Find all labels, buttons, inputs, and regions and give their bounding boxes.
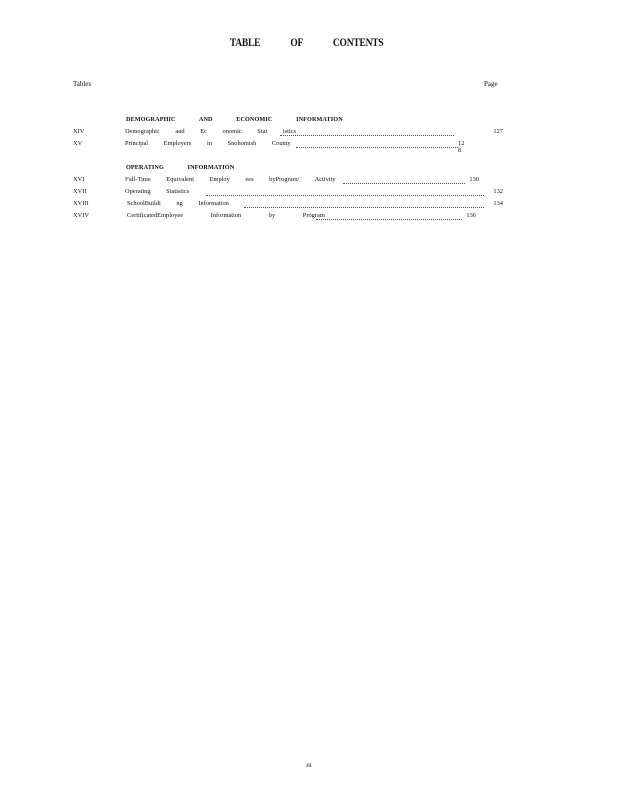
table-title: SchoolBuildi ng Information <box>127 200 229 207</box>
table-title: Demographic and Ec onomic Stat istics <box>125 128 296 135</box>
toc-entry <box>0 200 618 210</box>
toc-entry <box>0 176 618 186</box>
section-heading-demographic: DEMOGRAPHIC AND ECONOMIC INFORMATION <box>126 116 343 123</box>
tables-column-header: Tables <box>73 80 92 88</box>
page-number: 132 <box>493 188 503 195</box>
table-number: XV <box>73 140 83 147</box>
table-title: Principal Employers in Snohomish County <box>125 140 291 147</box>
table-title: Operating Statistics <box>125 188 190 195</box>
page-number: 134 <box>493 200 503 207</box>
table-number: XVII <box>73 188 87 195</box>
page-footer-number: iii <box>306 762 312 769</box>
page-number: 12 8 <box>458 140 465 154</box>
page-number: 127 <box>493 128 503 135</box>
dot-leader <box>296 144 458 148</box>
toc-entry <box>0 140 618 154</box>
dot-leader <box>244 204 484 208</box>
page-number: 130 <box>469 176 479 183</box>
table-title: CertificatedEmployee Information by Program <box>127 212 325 219</box>
table-number: XIV <box>73 128 85 135</box>
section-heading-operating: OPERATING INFORMATION <box>126 164 235 171</box>
table-number: XVI <box>73 176 85 183</box>
page-column-header: Page <box>484 80 498 88</box>
toc-title: TABLE OF CONTENTS <box>229 37 384 49</box>
table-number: XVIII <box>73 200 89 207</box>
table-number: XVIV <box>73 212 89 219</box>
toc-entry <box>0 128 618 138</box>
page-number: 136 <box>466 212 476 219</box>
dot-leader <box>280 132 454 136</box>
dot-leader <box>343 180 465 184</box>
toc-entry <box>0 188 618 198</box>
table-title: Full-Time Equivalent Employ ees byProgram/ Activity <box>125 176 336 183</box>
toc-entry <box>0 212 618 222</box>
dot-leader <box>206 192 484 196</box>
dot-leader <box>316 216 462 220</box>
